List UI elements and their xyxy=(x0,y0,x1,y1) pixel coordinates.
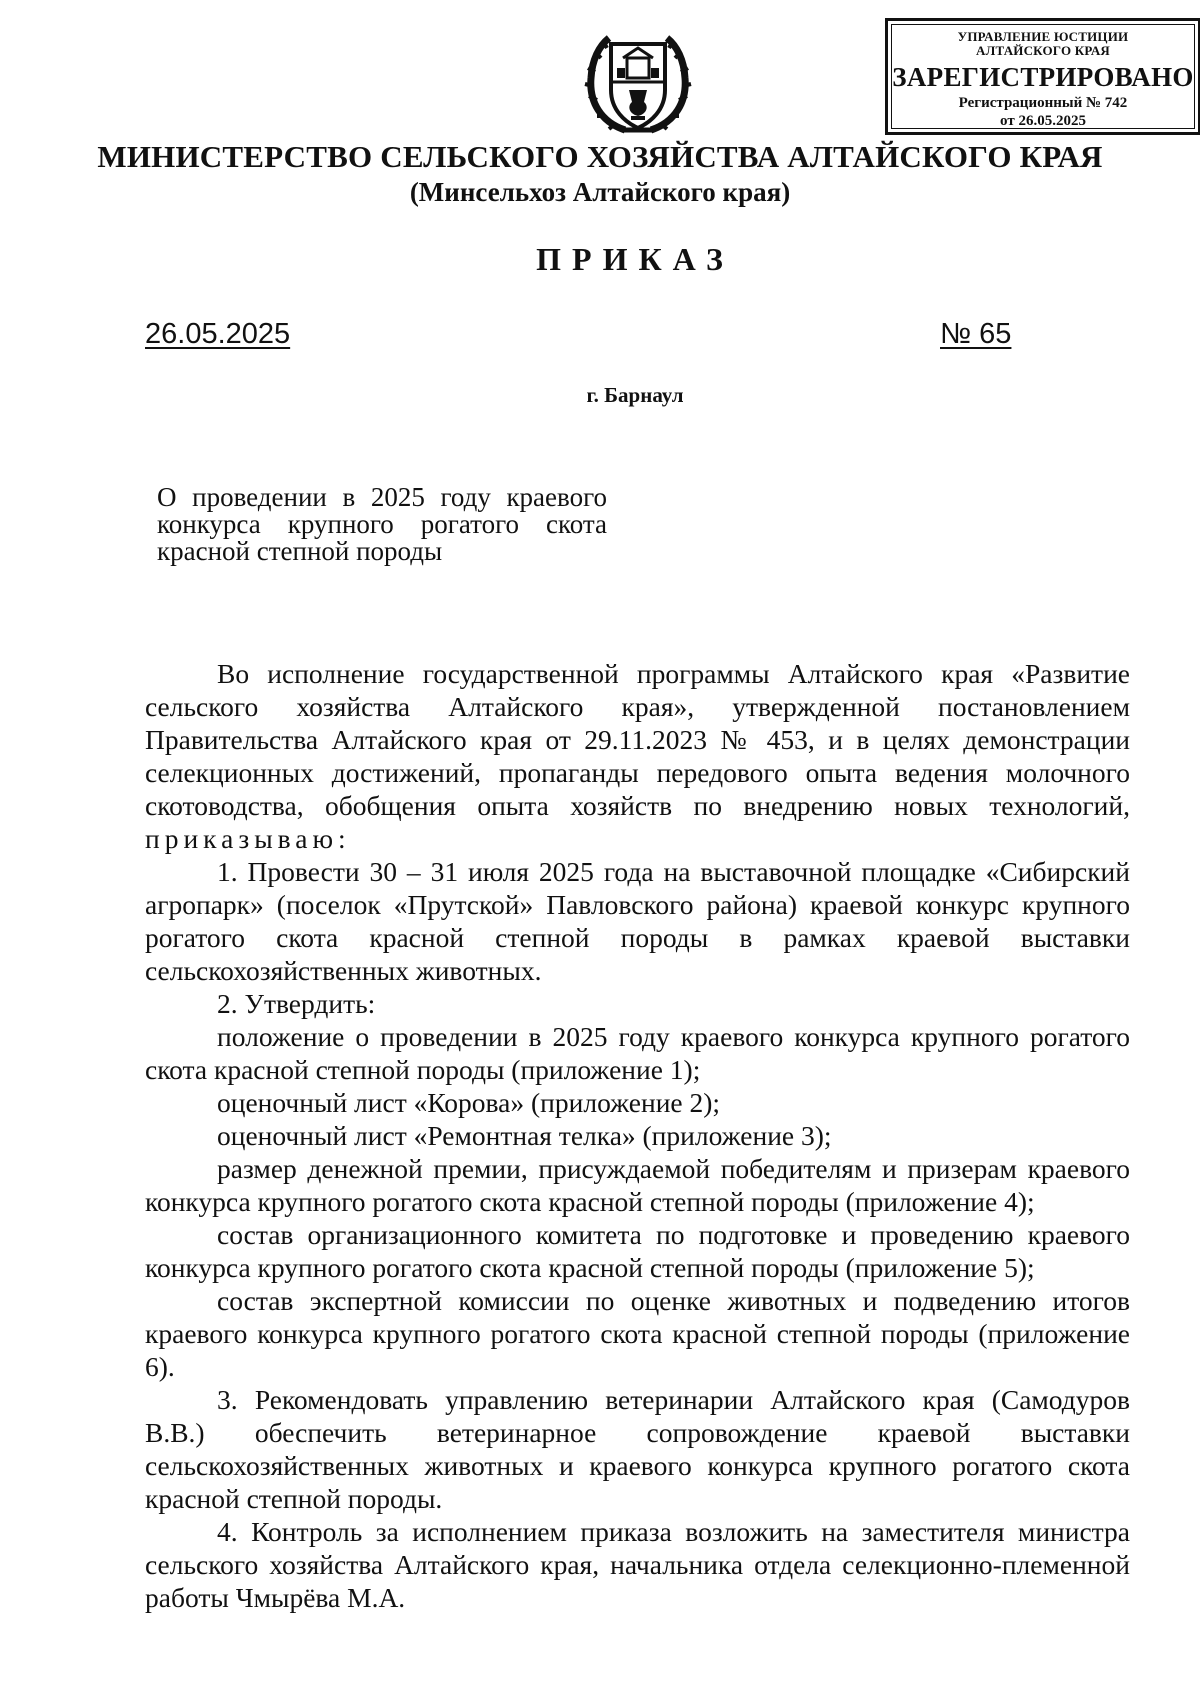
clause-2-item-regulation: положение о проведении в 2025 году краевого конкурса крупного рогатого скота красной степной породы (приложение 1); xyxy=(145,1021,1130,1085)
city-name: г. Барнаул xyxy=(586,383,684,407)
clause-2-item-cow-sheet: оценочный лист «Корова» (приложение 2); xyxy=(217,1087,721,1118)
subject-line: конкурса крупного рогатого скота xyxy=(157,509,607,539)
ministry-name: МИНИСТЕРСТВО СЕЛЬСКОГО ХОЗЯЙСТВА АЛТАЙСКОГО КРАЯ xyxy=(97,139,1103,174)
preamble-paragraph xyxy=(145,657,1130,855)
clause-2: 2. Утвердить: xyxy=(217,988,376,1019)
clause-4: 4. Контроль за исполнением приказа возложить на заместителя министра сельского хозяйства Алтайского края, начальника отдела селекционно-племенной работы Чмырёва М.А. xyxy=(145,1516,1130,1613)
clause-2-item-org-committee: состав организационного комитета по подготовке и проведению краевого конкурса крупного рогатого скота красной степной породы (приложение 5); xyxy=(145,1219,1130,1283)
ministry-short-name: (Минсельхоз Алтайского края) xyxy=(409,177,791,207)
clause-2-item-expert-commission: состав экспертной комиссии по оценке животных и подведению итогов краевого конкурса крупного рогатого скота красной степной породы (приложение 6). xyxy=(145,1285,1130,1382)
order-verb: приказываю: xyxy=(145,823,351,854)
clause-2-item-heifer-sheet: оценочный лист «Ремонтная телка» (приложение 3); xyxy=(217,1120,832,1151)
subject-line: О проведении в 2025 году краевого xyxy=(157,482,607,512)
stamp-registered-label: ЗАРЕГИСТРИРОВАНО xyxy=(892,62,1194,92)
document-type-title: ПРИКАЗ xyxy=(536,241,734,277)
clause-3: 3. Рекомендовать управлению ветеринарии Алтайского края (Самодуров В.В.) обеспечить ветеринарное сопровождение краевой выставки сельскохозяйственных животных и краевого конкурса крупного рогатого скота красной степной породы. xyxy=(145,1384,1130,1514)
stamp-registration-date: от 26.05.2025 xyxy=(1000,113,1086,129)
stamp-registration-number: Регистрационный № 742 xyxy=(958,95,1128,111)
subject-line: красной степной породы xyxy=(157,536,443,566)
stamp-authority-line2: АЛТАЙСКОГО КРАЯ xyxy=(976,43,1110,58)
registration-stamp-frame xyxy=(891,24,1195,129)
preamble-text: Во исполнение государственной программы Алтайского края «Развитие сельского хозяйства Алтайского края», утвержденной постановлением Правительства Алтайского края от 29.11.2023 № 453, и в целях демонстрации селекционных достижений, пропаганды передового опыта ведения молочного скотоводства, обобщения опыта хозяйств по внедрению новых технологий, xyxy=(145,658,1130,821)
order-body xyxy=(145,657,1130,1614)
clause-1: 1. Провести 30 – 31 июля 2025 года на выставочной площадке «Сибирский агропарк» (поселок «Прутской» Павловского района) краевой конкурс крупного рогатого скота красной степной породы в рамках краевой выставки сельскохозяйственных животных. xyxy=(145,856,1130,986)
order-subject xyxy=(157,484,607,565)
clause-2-item-prize: размер денежной премии, присуждаемой победителям и призерам краевого конкурса крупного рогатого скота красной степной породы (приложение 4); xyxy=(145,1153,1130,1217)
registration-stamp xyxy=(885,18,1200,135)
order-number: № 65 xyxy=(940,318,1012,350)
coat-of-arms-emblem xyxy=(583,30,693,138)
order-date: 26.05.2025 xyxy=(145,318,291,350)
stamp-authority-line1: УПРАВЛЕНИЕ ЮСТИЦИИ xyxy=(957,29,1129,44)
